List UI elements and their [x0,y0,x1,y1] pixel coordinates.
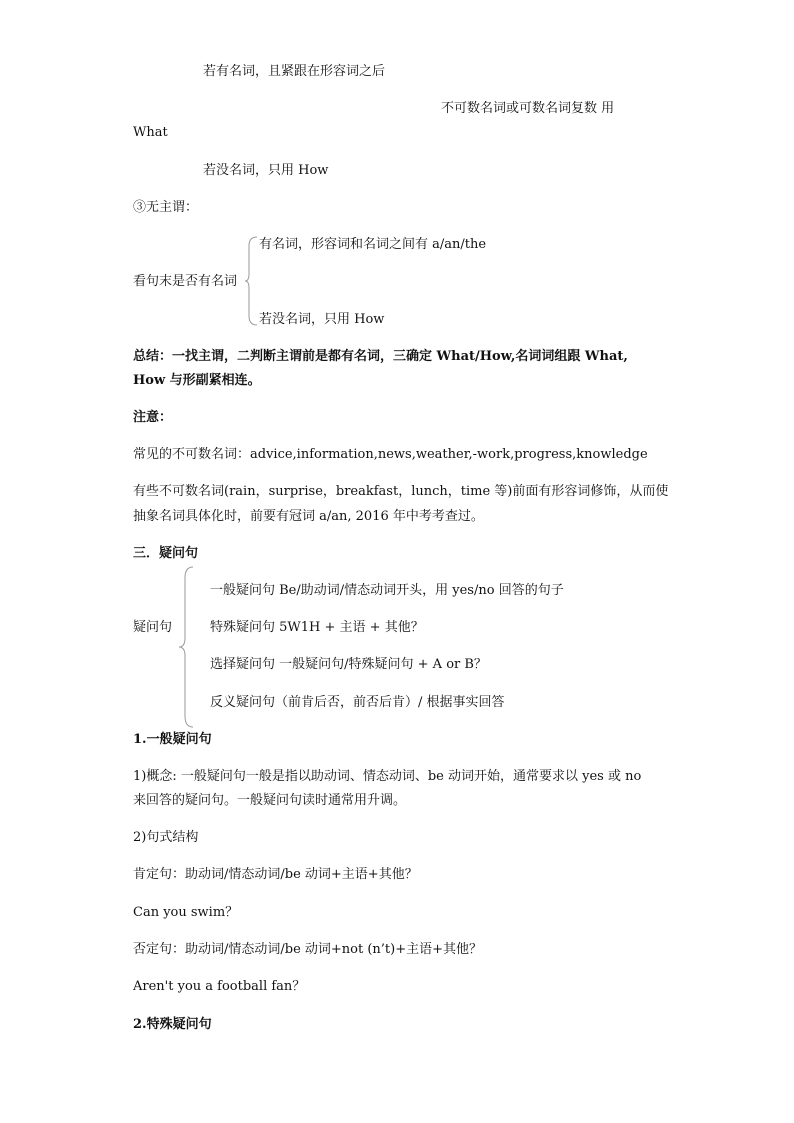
curly-brace [178,566,194,728]
note-title: 注意： [133,410,173,425]
text-line: 若没名词，只用 How [259,312,385,327]
text-line: 来回答的疑问句。一般疑问句读时通常用升调。 [133,793,407,808]
text-line: 抽象名词具体化时，前要有冠词 a/an, 2016 年中考考查过。 [133,509,484,524]
text-line: 选择疑问句 一般疑问句/特殊疑问句 + A or B？ [210,657,487,672]
text-line: 肯定句：助动词/情态动词/be 动词+主语+其他？ [133,867,418,882]
text-line: 疑问句 [133,620,173,635]
summary-line: How 与形副紧相连。 [133,373,261,388]
text-line: 反义疑问句（前肯后否，前否后肯）/ 根据事实回答 [210,695,505,710]
text-line: 2)句式结构 [133,830,199,845]
text-line: 有名词，形容词和名词之间有 a/an/the [259,237,487,252]
curly-brace [244,236,258,326]
text-line: 特殊疑问句 5W1H + 主语 + 其他？ [210,620,424,635]
text-line: Aren't you a football fan？ [133,979,306,994]
text-line: 一般疑问句 Be/助动词/情态动词开头，用 yes/no 回答的句子 [210,583,564,598]
text-line: 若有名词，且紧跟在形容词之后 [203,64,386,79]
text-line: Can you swim？ [133,905,239,920]
section-heading: 三．疑问句 [133,546,199,561]
text-line: 不可数名词或可数名词复数 用 [441,101,615,116]
summary-line: 总结：一找主谓，二判断主谓前是都有名词，三确定 What/How,名词词组跟 What, [133,349,628,364]
text-line: 否定句：助动词/情态动词/be 动词+not (n’t)+主语+其他？ [133,942,483,957]
text-line: 有些不可数名词(rain，surprise，breakfast，lunch，time 等)前面有形容词修饰，从而使 [133,484,669,499]
section-heading: 2.特殊疑问句 [133,1017,212,1032]
text-line: 看句末是否有名词 [133,274,238,289]
text-line: ③无主谓： [133,200,199,215]
text-line: What [133,125,168,140]
text-line: 1)概念: 一般疑问句一般是指以助动词、情态动词、be 动词开始，通常要求以 yes 或 no [133,769,642,784]
section-heading: 1.一般疑问句 [133,732,212,747]
text-line: 若没名词，只用 How [203,163,329,178]
text-line: 常见的不可数名词：advice,information,news,weather,-work,progress,knowledge [133,447,648,462]
